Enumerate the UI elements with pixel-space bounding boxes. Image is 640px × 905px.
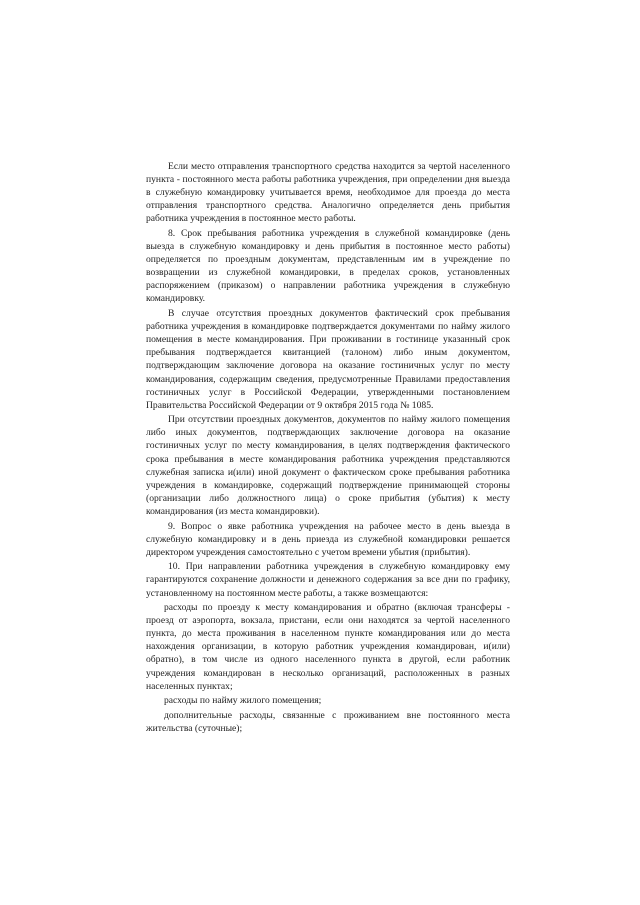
paragraph-departure-point: Если место отправления транспортного средства находится за чертой населенного пункта - постоянного места работы работника учреждения, при определении дня выезда в служебную командировку учитывается время, необходимое для проезда до места отправления транспортного средства. Аналогично определяется день прибытия работника учреждения в постоянное место работы. (146, 161, 510, 225)
paragraph-no-lodging-documents: При отсутствии проездных документов, документов по найму жилого помещения либо иных документов, подтверждающих заключение договора на оказание гостиничных услуг по месту командирования, в целях подтверждения фактического срока пребывания в месте командирования работника учреждения представляются служебная записка и(или) иной документ о фактическом сроке пребывания работника учреждения в командировке, содержащий подтверждение принимающей стороны (организации либо должностного лица) о сроке прибытия (убытия) к месту командирования (из места командировки). (146, 414, 510, 517)
document-body (146, 160, 510, 737)
paragraph-item-8: 8. Срок пребывания работника учреждения в служебной командировке (день выезда в служебную командировку и день прибытия в постоянное место работы) определяется по проездным документам, представленным им в учреждение по возвращении из служебной командировки, в пределах сроков, установленных распоряжением (приказом) о направлении работника учреждения в служебную командировку. (146, 227, 510, 305)
list-item-travel-expenses: расходы по проезду к месту командирования и обратно (включая трансферы - проезд от аэропорта, вокзала, пристани, если они находятся за чертой населенного пункта, до места проживания в населенном пункте командирования или до места нахождения организации, в которую работник учреждения командирован, и(или) обратно), в том числе из одного населенного пункта в другой, если работник учреждения командирован в несколько организаций, расположенных в разных населенных пунктах; (146, 602, 510, 692)
list-item-per-diem: дополнительные расходы, связанные с проживанием вне постоянного места жительства (суточные); (146, 709, 510, 734)
paragraph-item-9: 9. Вопрос о явке работника учреждения на рабочее место в день выезда в служебную командировку и в день приезда из служебной командировки решается директором учреждения самостоятельно с учетом времени убытия (прибытия). (146, 520, 510, 558)
paragraph-no-travel-documents: В случае отсутствия проездных документов фактический срок пребывания работника учреждения в командировке подтверждается документами по найму жилого помещения в месте командирования. При проживании в гостинице указанный срок пребывания подтверждается квитанцией (талоном) либо иным документом, подтверждающим заключение договора на оказание гостиничных услуг по месту командирования, содержащим сведения, предусмотренные Правилами предоставления гостиничных услуг в Российской Федерации, утвержденными постановлением Правительства Российской Федерации от 9 октября 2015 года № 1085. (146, 308, 510, 411)
paragraph-item-10: 10. При направлении работника учреждения в служебную командировку ему гарантируются сохранение должности и денежного содержания за все дни по графику, установленному на постоянном месте работы, а также возмещаются: (146, 561, 510, 599)
list-item-lodging-expenses: расходы по найму жилого помещения; (164, 695, 322, 707)
